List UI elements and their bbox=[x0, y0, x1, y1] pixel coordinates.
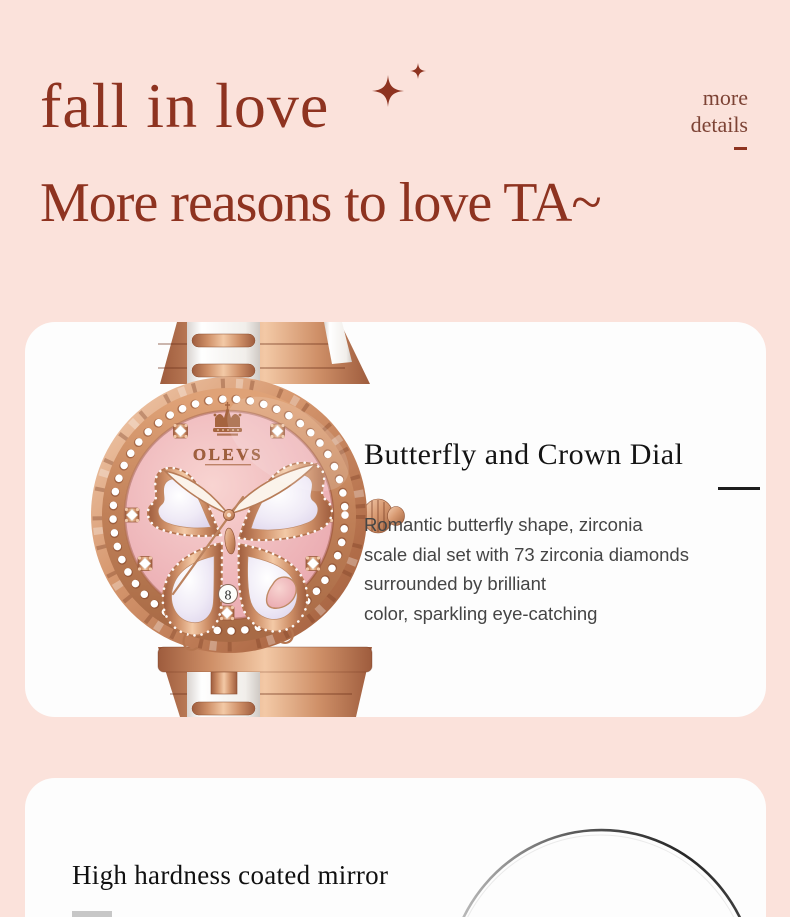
feature-line: scale dial set with 73 zirconia diamonds bbox=[364, 543, 689, 565]
feature-line: Romantic butterfly shape, zirconia bbox=[364, 514, 643, 535]
bracelet-top bbox=[158, 322, 370, 384]
brand-underline bbox=[205, 464, 251, 465]
feature-line: surrounded by brilliant bbox=[364, 573, 547, 594]
more-details-line2: details bbox=[690, 112, 748, 137]
date-text: 8 bbox=[224, 588, 232, 604]
mirror-heading: High hardness coated mirror bbox=[72, 860, 389, 890]
sparkles-icon bbox=[366, 60, 438, 112]
bracelet-bottom bbox=[158, 647, 372, 717]
feature-description bbox=[364, 510, 764, 628]
feature-heading-dash bbox=[718, 487, 760, 490]
brand-text: OLEVS bbox=[192, 445, 264, 464]
page-title: More reasons to love TA~ bbox=[40, 172, 601, 234]
mirror-heading-underline bbox=[72, 911, 112, 917]
watch-glass-arc bbox=[25, 778, 766, 917]
mirror-card bbox=[25, 778, 766, 917]
tagline-text: fall in love bbox=[40, 70, 330, 141]
feature-line: color, sparkling eye-catching bbox=[364, 602, 598, 624]
more-details-dash bbox=[734, 147, 747, 150]
feature-card bbox=[25, 322, 766, 717]
more-details-label[interactable] bbox=[691, 84, 748, 150]
feature-heading: Butterfly and Crown Dial bbox=[364, 438, 684, 471]
date-window bbox=[219, 585, 238, 604]
more-details-line1: more bbox=[702, 85, 748, 110]
watch-product-image bbox=[40, 322, 410, 717]
